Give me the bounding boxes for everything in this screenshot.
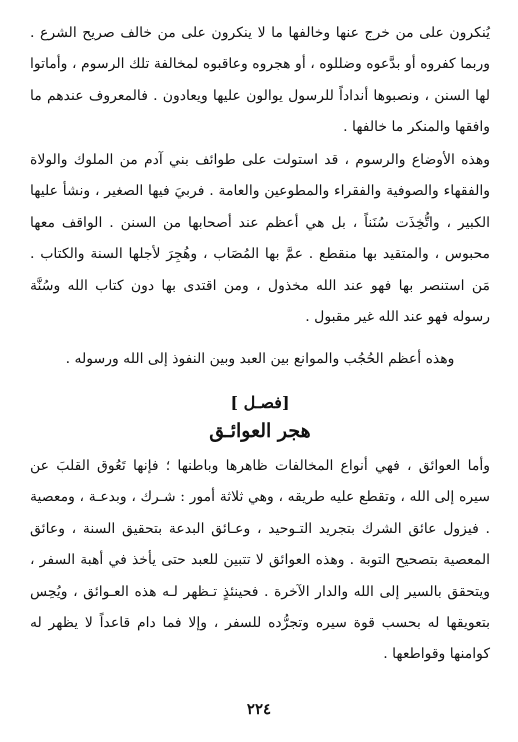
section-label: [فصـل ]	[230, 393, 290, 412]
section-heading	[30, 390, 490, 446]
section-paragraph: وأما العوائق ، فهي أنواع المخالفات ظاهرها وباطنها ؛ فإنها تَعُوق القلبَ عن سيره إلى الله ، وتقطع عليه طريقه ، وهي ثلاثة أمور : شـرك ، وبدعـة ، ومعصية . فيزول عائق الشرك بتجريد التـوحيد ، وعـائق البدعة بتحقيق السنة ، وعائق المعصية بتصحيح التوبة . وهذه العوائق لا تتبين للعبد حتى يأخذ في أهبة السفر ، ويتحقق بالسير إلى الله والدار الآخرة . فحينئذٍ تـظهر لـه هذه العـوائق ، ويُحِس بتعويقها له بحسب قوة سيره وتجرُّده للسفر ، وإلا فما دام قاعداً لا يظهر له كوامنها وقواطعها .	[30, 458, 490, 663]
section-title: هجر العوائـق	[209, 420, 311, 442]
paragraph-3: وهذه أعظم الحُجُب والموانع بين العبد وبين النفوذ إلى الله ورسوله .	[65, 351, 455, 367]
page-number: ٢٢٤	[246, 700, 272, 718]
paragraph-1: يُنكرون على من خرج عنها وخالفها ما لا ينكرون على من خالف صريح الشرع . وربما كفروه أو بدَّعوه وضللوه ، أو هجروه وعاقبوه لمخالفة تلك الرسوم ، وأماتوا لها السنن ، ونصبوها أنداداً للرسول يوالون عليها ويعادون . فالمعروف عندهم ما وافقها والمنكر ما خالفها .	[30, 25, 490, 136]
paragraph-2: وهذه الأوضاع والرسوم ، قد استولت على طوائف بني آدم من الملوك والولاة والفقهاء والصوفية والفقراء والمطوعين والعامة . فربيَ فيها الصغير ، ونشأ عليها الكبير ، واتُّخِذَت سُنَناً ، بل هي أعظم عند أصحابها من السنن . الواقف معها محبوس ، والمتقيد بها منقطع . عمَّ بها المُصَاب ، وهُجِرَ لأجلها السنة والكتاب . مَن استنصر بها فهو عند الله مخذول ، ومن اقتدى بها دون كتاب الله وسُنَّة رسوله فهو عند الله غير مقبول .	[30, 152, 490, 326]
